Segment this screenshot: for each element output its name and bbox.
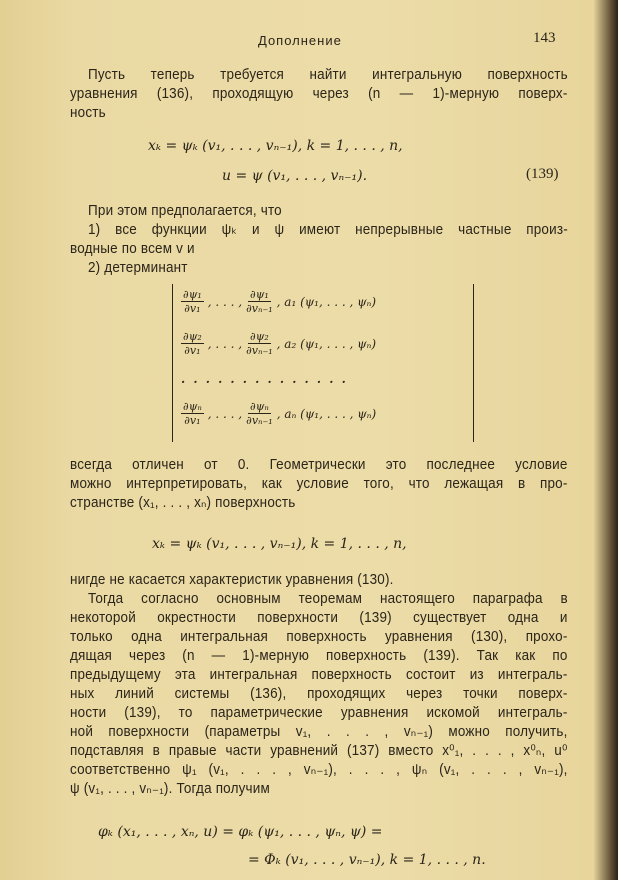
matrix-entry: , a₁ (ψ₁, . . . , ψₙ) xyxy=(276,294,377,309)
text-line: дящая через (n — 1)-мерную поверхность (139). Так как по xyxy=(70,648,568,664)
equation: u = ψ (v₁, . . . , vₙ₋₁). xyxy=(222,168,368,184)
text-line: ность xyxy=(70,105,106,121)
text-line: ψ (v₁, . . . , vₙ₋₁). Тогда получим xyxy=(70,781,270,797)
separator: , . . . , xyxy=(207,406,243,421)
denominator: ∂vₙ₋₁ xyxy=(246,344,273,357)
denominator: ∂v₁ xyxy=(184,344,201,357)
numerator: ∂ψ₂ xyxy=(250,330,269,343)
numerator: ∂ψ₁ xyxy=(183,288,202,301)
determinant-row xyxy=(181,400,376,427)
text-line: При этом предполагается, что xyxy=(88,203,282,219)
separator: , . . . , xyxy=(207,336,243,351)
matrix-entry: , a₂ (ψ₁, . . . , ψₙ) xyxy=(276,336,377,351)
denominator: ∂v₁ xyxy=(184,414,201,427)
equation: = Φₖ (v₁, . . . , vₙ₋₁), k = 1, . . . , n. xyxy=(248,852,486,868)
text-line: ных линий системы (136), проходящих через точки поверх- xyxy=(70,686,568,702)
separator: , . . . , xyxy=(207,294,243,309)
numerator: ∂ψₙ xyxy=(183,400,202,413)
equation: xₖ = ψₖ (v₁, . . . , vₙ₋₁), k = 1, . . . , n, xyxy=(152,536,407,552)
denominator: ∂vₙ₋₁ xyxy=(246,302,273,315)
text-line: ности (139), то параметрические уравнения искомой интеграль- xyxy=(70,705,568,721)
text-line: 1) все функции ψₖ и ψ имеют непрерывные частные произ- xyxy=(88,222,568,238)
text-line: 2) детерминант xyxy=(88,260,188,276)
text-line: уравнения (136), проходящую через (n — 1)-мерную поверх- xyxy=(70,86,568,102)
text-line: некоторой окрестности поверхности (139) существует одна и xyxy=(70,610,568,626)
determinant-row xyxy=(181,330,376,357)
text-line: Пусть теперь требуется найти интегральную поверхность xyxy=(88,67,568,83)
text-line: предыдущему эта интегральная поверхность состоит из интеграль- xyxy=(70,667,568,683)
text-line: можно интерпретировать, как условие того, что лежащая в про- xyxy=(70,476,568,492)
text-line: всегда отличен от 0. Геометрически это последнее условие xyxy=(70,457,568,473)
equation: φₖ (x₁, . . . , xₙ, u) = φₖ (ψ₁, . . . , ψₙ, ψ) = xyxy=(98,824,383,840)
equation: xₖ = ψₖ (v₁, . . . , vₙ₋₁), k = 1, . . . , n, xyxy=(148,138,403,154)
numerator: ∂ψ₁ xyxy=(250,288,269,301)
equation-label: (139) xyxy=(526,166,559,182)
determinant-dots: . . . . . . . . . . . . . . xyxy=(181,372,348,386)
text-line: подставляя в правые части уравнений (137) вместо x⁰₁, . . . , x⁰ₙ, u⁰ xyxy=(70,743,568,759)
determinant-row xyxy=(181,288,376,315)
text-line: нигде не касается характеристик уравнения (130). xyxy=(70,572,394,588)
numerator: ∂ψ₂ xyxy=(183,330,202,343)
determinant xyxy=(172,284,474,442)
page-number: 143 xyxy=(533,30,556,46)
denominator: ∂v₁ xyxy=(184,302,201,315)
text-line: водные по всем v и xyxy=(70,241,195,257)
running-header: Дополнение xyxy=(258,33,342,48)
text-line: Тогда согласно основным теоремам настоящего параграфа в xyxy=(88,591,568,607)
text-line: ной поверхности (параметры v₁, . . . , vₙ₋₁) можно получить, xyxy=(70,724,568,740)
text-line: только одна интегральная поверхность уравнения (130), прохо- xyxy=(70,629,568,645)
text-line: соответственно ψ₁ (v₁, . . . , vₙ₋₁), . . . , ψₙ (v₁, . . . , vₙ₋₁), xyxy=(70,762,568,778)
numerator: ∂ψₙ xyxy=(250,400,269,413)
text-line: странстве (x₁, . . . , xₙ) поверхность xyxy=(70,495,296,511)
matrix-entry: , aₙ (ψ₁, . . . , ψₙ) xyxy=(276,406,377,421)
denominator: ∂vₙ₋₁ xyxy=(246,414,273,427)
